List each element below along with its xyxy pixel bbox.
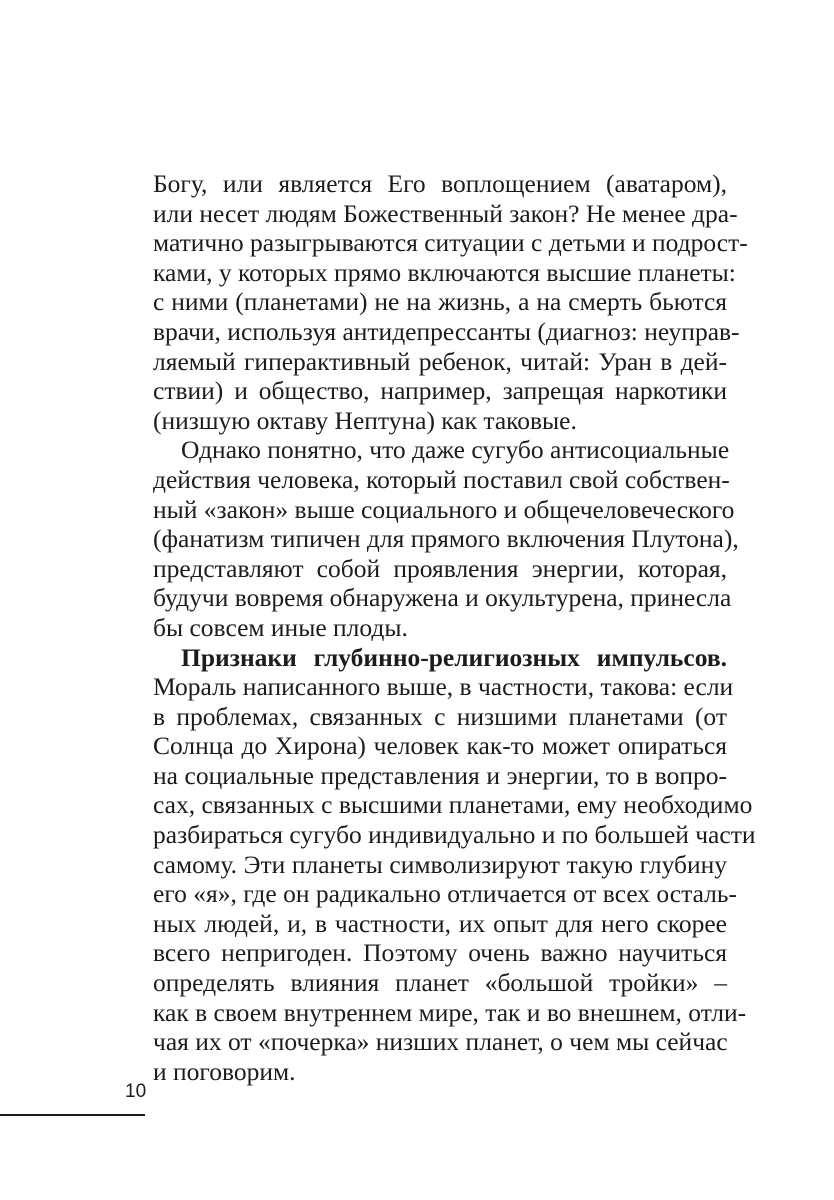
- text-line: матично разыгрываются ситуации с детьми и подрост-: [153, 228, 748, 258]
- text-line: сах, связанных с высшими планетами, ему необходимо: [153, 790, 753, 820]
- text-line: ствии) и общество, например, запрещая наркотики: [153, 376, 727, 406]
- text-line: Однако понятно, что даже сугубо антисоциальные: [181, 435, 730, 465]
- paragraph-3: [153, 642, 756, 1087]
- text-line: Солнца до Хирона) человек как-то может опираться: [153, 731, 727, 761]
- text-line: на социальные представления и энергии, то в вопро-: [153, 760, 727, 790]
- text-line: ками, у которых прямо включаются высшие планеты:: [153, 257, 736, 287]
- text-line: ляемый гиперактивный ребенок, читай: Уран в дей-: [153, 346, 727, 376]
- text-line: ный «закон» выше социального и общечеловеческого: [153, 494, 735, 524]
- footer-rule: [0, 1114, 145, 1116]
- text-line: бы совсем иные плоды.: [153, 612, 408, 642]
- text-line: представляют собой проявления энергии, которая,: [153, 553, 727, 583]
- body-text: [153, 169, 756, 1086]
- text-line: самому. Эти планеты символизируют такую глубину: [153, 849, 727, 879]
- text-line: разбираться сугубо индивидуально и по большей части: [153, 820, 756, 850]
- text-line: будучи вовремя обнаружена и окультурена, принесла: [153, 583, 732, 613]
- text-line: всего непригоден. Поэтому очень важно научиться: [153, 938, 727, 968]
- text-line: и поговорим.: [153, 1056, 296, 1086]
- page-number: 10: [125, 1081, 147, 1102]
- text-line: (низшую октаву Нептуна) как таковые.: [153, 405, 577, 435]
- text-line: действия человека, который поставил свой собствен-: [153, 464, 730, 494]
- text-line: Мораль написанного выше, в частности, такова: если: [153, 672, 734, 702]
- text-line: или несет людям Божественный закон? Не менее дра-: [153, 198, 738, 228]
- text-line: чая их от «почерка» низших планет, о чем мы сейчас: [153, 1027, 728, 1057]
- paragraph-1: [153, 169, 748, 435]
- text-line: определять влияния планет «большой тройки» –: [153, 968, 727, 998]
- text-line: ных людей, и, в частности, их опыт для него скорее: [153, 908, 727, 938]
- text-line: (фанатизм типичен для прямого включения Плутона),: [153, 524, 739, 554]
- text-line: с ними (планетами) не на жизнь, а на смерть бьются: [153, 287, 727, 317]
- text-line: как в своем внутреннем мире, так и во внешнем, отли-: [153, 997, 747, 1027]
- section-heading: Признаки глубинно-религиозных импульсов.: [181, 642, 727, 672]
- text-line: врачи, используя антидепрессанты (диагноз: неуправ-: [153, 316, 740, 346]
- text-line: его «я», где он радикально отличается от всех осталь-: [153, 879, 737, 909]
- text-line: Богу, или является Его воплощением (аватаром),: [153, 169, 727, 198]
- text-line: в проблемах, связанных с низшими планетами (от: [153, 701, 727, 731]
- paragraph-2: [153, 435, 739, 642]
